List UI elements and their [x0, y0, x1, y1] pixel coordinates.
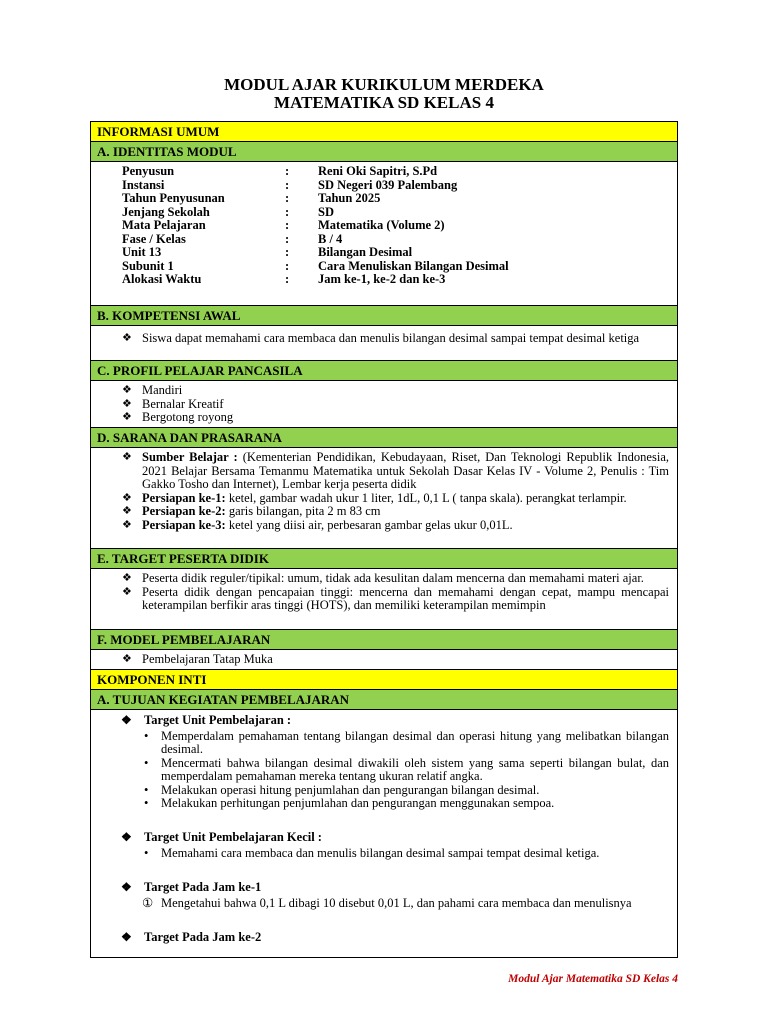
sarana-prasarana-section [91, 448, 677, 549]
profil-pelajar-section [91, 381, 677, 428]
identitas-label: Jenjang Sekolah [122, 204, 210, 219]
circled-one-icon: ① [142, 896, 154, 910]
identitas-colon: : [285, 164, 290, 178]
diamond-bullet-icon: ❖ [122, 384, 132, 396]
bullet-dot-icon: • [144, 782, 149, 797]
identitas-row [122, 246, 677, 260]
identitas-row [122, 206, 677, 220]
identitas-value: B / 4 [318, 231, 343, 246]
list-item: ❖ Bernalar Kreatif [122, 396, 224, 411]
identitas-row [122, 219, 677, 233]
identitas-row [122, 179, 677, 193]
identitas-colon: : [285, 272, 290, 286]
identitas-colon: : [285, 218, 290, 232]
bullet-dot-icon: • [144, 846, 149, 860]
tujuan-kegiatan-section [91, 710, 677, 957]
identitas-modul-header: A. IDENTITAS MODUL [91, 142, 677, 162]
diamond-bullet-icon: ❖ [122, 451, 132, 463]
identitas-colon: : [285, 177, 290, 192]
identitas-label: Subunit 1 [122, 258, 174, 273]
kompetensi-awal-section [91, 326, 677, 361]
identitas-colon: : [285, 231, 290, 246]
sarana-prasarana-header: D. SARANA DAN PRASARANA [91, 428, 677, 448]
target-unit-title: ❖ Target Unit Pembelajaran : [121, 713, 292, 727]
identitas-colon: : [285, 245, 290, 259]
identitas-label: Unit 13 [122, 245, 162, 259]
document-title-line1: MODUL AJAR KURIKULUM MERDEKA [224, 75, 544, 94]
identitas-value: SD [318, 204, 334, 219]
diamond-bullet-icon: ❖ [121, 713, 132, 727]
diamond-bullet-icon: ❖ [122, 491, 132, 504]
diamond-bullet-icon: ❖ [121, 879, 132, 894]
list-item: • Memperdalam pemahaman tentang bilangan desimal dan operasi hitung yang melibatkan bilangan desimal. [144, 728, 669, 756]
list-item: ❖ Peserta didik reguler/tipikal: umum, tidak ada kesulitan dalam mencerna dan memahami materi ajar. [122, 571, 644, 585]
diamond-bullet-icon: ❖ [122, 505, 132, 517]
identitas-value: Bilangan Desimal [318, 245, 413, 259]
diamond-bullet-icon: ❖ [122, 518, 132, 531]
identitas-value: Matematika (Volume 2) [318, 218, 445, 232]
identitas-label: Mata Pelajaran [122, 218, 206, 232]
diamond-bullet-icon: ❖ [122, 653, 132, 665]
bullet-dot-icon: • [144, 728, 149, 743]
list-item: • Mencermati bahwa bilangan desimal diwakili oleh sistem yang sama seperti bilangan bulat, dan memperdalam pemahaman mereka tentang ukuran relatif angka. [144, 755, 669, 783]
profil-pelajar-header: C. PROFIL PELAJAR PANCASILA [91, 361, 677, 381]
identitas-value: SD Negeri 039 Palembang [318, 177, 458, 192]
informasi-umum-header: INFORMASI UMUM [91, 122, 677, 142]
list-item: • Memahami cara membaca dan menulis bilangan desimal sampai tempat desimal ketiga. [144, 846, 600, 860]
kompetensi-awal-header: B. KOMPETENSI AWAL [91, 306, 677, 326]
identitas-value: Tahun 2025 [318, 191, 381, 205]
diamond-bullet-icon: ❖ [122, 332, 132, 344]
list-item: • Melakukan perhitungan penjumlahan dan pengurangan menggunakan sempoa. [144, 796, 555, 810]
identitas-row [122, 273, 677, 287]
identitas-colon: : [285, 258, 290, 273]
document-title-line2: MATEMATIKA SD KELAS 4 [274, 93, 494, 112]
diamond-bullet-icon: ❖ [122, 585, 132, 598]
target-peserta-header: E. TARGET PESERTA DIDIK [91, 549, 677, 569]
list-item: ❖ Persiapan ke-1: ketel, gambar wadah ukur 1 liter, 1dL, 0,1 L ( tanpa skala). perangkat terlampir. [122, 490, 627, 505]
target-peserta-section [91, 569, 677, 630]
diamond-bullet-icon: ❖ [121, 829, 132, 844]
identitas-colon: : [285, 204, 290, 219]
identitas-label: Alokasi Waktu [122, 272, 202, 286]
identitas-label: Instansi [122, 177, 165, 192]
list-item: ❖ Persiapan ke-3: ketel yang diisi air, perbesaran gambar gelas ukur 0,01L. [122, 517, 513, 532]
list-item: ❖ Bergotong royong [122, 410, 234, 424]
list-item: ❖ Persiapan ke-2: garis bilangan, pita 2 m 83 cm [122, 504, 381, 518]
identitas-row [122, 192, 677, 206]
module-table [90, 121, 678, 958]
diamond-bullet-icon: ❖ [122, 572, 132, 584]
bullet-dot-icon: • [144, 755, 149, 770]
identitas-colon: : [285, 191, 290, 205]
list-item: • Melakukan operasi hitung penjumlahan dan pengurangan bilangan desimal. [144, 782, 540, 797]
model-pembelajaran-section [91, 650, 677, 670]
identitas-row [122, 260, 677, 274]
tujuan-kegiatan-header: A. TUJUAN KEGIATAN PEMBELAJARAN [91, 690, 677, 710]
identitas-row [122, 165, 677, 179]
diamond-bullet-icon: ❖ [121, 929, 132, 944]
list-item: ① Mengetahui bahwa 0,1 L dibagi 10 disebut 0,01 L, dan pahami cara membaca dan menulisnya [142, 896, 632, 910]
identitas-label: Penyusun [122, 164, 175, 178]
identitas-value: Cara Menuliskan Bilangan Desimal [318, 258, 509, 273]
identitas-value: Jam ke-1, ke-2 dan ke-3 [318, 272, 446, 286]
list-item: ❖ Sumber Belajar : (Kementerian Pendidikan, Kebudayaan, Riset, Dan Teknologi Republik Indonesia, 2021 Belajar Bersama Temanmu Matematika untuk Sekolah Dasar Kelas IV - Volume 2, Penulis : Tim Gakko Tosho dan Internet), Lembar kerja peserta didik [122, 450, 669, 491]
list-item: ❖ Pembelajaran Tatap Muka [122, 652, 273, 666]
model-pembelajaran-header: F. MODEL PEMBELAJARAN [91, 630, 677, 650]
list-item: ❖ Mandiri [122, 383, 183, 397]
diamond-bullet-icon: ❖ [122, 411, 132, 423]
page-footer: Modul Ajar Matematika SD Kelas 4 [508, 973, 678, 985]
list-item: ❖ Siswa dapat memahami cara membaca dan menulis bilangan desimal sampai tempat desimal ketiga [122, 331, 640, 345]
identitas-row [122, 233, 677, 247]
identitas-modul-section [91, 162, 677, 306]
diamond-bullet-icon: ❖ [122, 397, 132, 410]
target-unit-kecil-title: ❖ Target Unit Pembelajaran Kecil : [121, 829, 322, 844]
bullet-dot-icon: • [144, 796, 149, 810]
target-jam1-title: ❖ Target Pada Jam ke-1 [121, 879, 262, 894]
identitas-label: Tahun Penyusunan [122, 191, 225, 205]
list-item: ❖ Peserta didik dengan pencapaian tinggi: mencerna dan memahami dengan cepat, mampu mencapai keterampilan berfikir aras tinggi (HOTS), dan memiliki keterampilan memimpin [122, 584, 669, 612]
komponen-inti-header: KOMPONEN INTI [91, 670, 677, 690]
identitas-value: Reni Oki Sapitri, S.Pd [318, 164, 438, 178]
target-jam2-title: ❖ Target Pada Jam ke-2 [121, 929, 262, 944]
identitas-label: Fase / Kelas [122, 231, 186, 246]
